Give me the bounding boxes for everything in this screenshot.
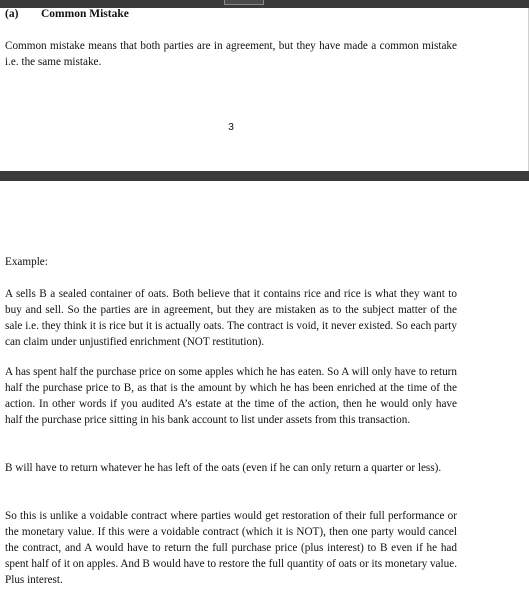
- document-page-3: [0, 8, 529, 171]
- section-heading-label: (a): [5, 8, 19, 20]
- section-heading: [5, 8, 129, 20]
- common-mistake-definition: Common mistake means that both parties are in agreement, but they have made a common mistake i.e. the same mistake.: [5, 40, 457, 68]
- page-separator: [0, 171, 529, 181]
- paragraph-2: A has spent half the purchase price on some apples which he has eaten. So A will only have to return half the purchase price to B, as that is the amount by which he has been enriched at the time of the action. In other words if you audited A’s estate at the time of the action, then he would only have half the purchase price sitting in his bank account to list under assets from this transaction.: [5, 366, 457, 426]
- viewer-top-bar: [0, 0, 529, 8]
- paragraph-4: So this is unlike a voidable contract where parties would get restoration of their full performance or the monetary value. If this were a voidable contract (which it is NOT), then one party would cancel the contract, and A would have to return the full purchase price (plus interest) to B even if he had spent half of it on apples. And B would have to restore the full quantity of oats or its monetary value. Plus interest.: [5, 510, 457, 586]
- paragraph-3: B will have to return whatever he has left of the oats (even if he can only return a quarter or less).: [5, 462, 442, 474]
- document-page-4: [0, 181, 529, 594]
- viewer-top-tab[interactable]: [224, 0, 264, 5]
- page-number: 3: [228, 121, 234, 133]
- section-heading-title: Common Mistake: [41, 8, 129, 20]
- example-label: Example:: [5, 256, 48, 268]
- paragraph-1: A sells B a sealed container of oats. Both believe that it contains rice and rice is what they want to buy and sell. So the parties are in agreement, but they are mistaken as to the subject matter of the sale i.e. they think it is rice but it is actually oats. The contract is void, it never existed. So each party can claim under unjustified enrichment (NOT restitution).: [5, 288, 457, 348]
